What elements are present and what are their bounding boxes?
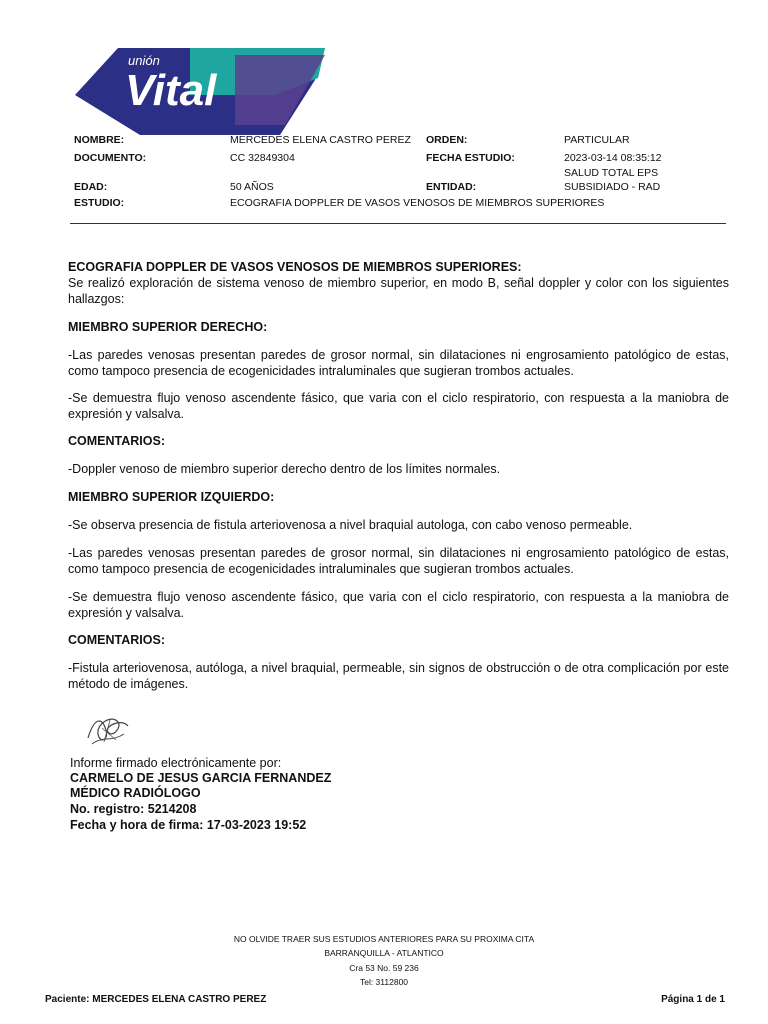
left-arm-paragraph-3: -Se demuestra flujo venoso ascendente fásico, que varia con el ciclo respiratorio, con respuesta a la maniobra de expresión y valsalva. xyxy=(68,590,729,620)
left-arm-heading: MIEMBRO SUPERIOR IZQUIERDO: xyxy=(68,490,275,504)
footer-address: Cra 53 No. 59 236 xyxy=(349,963,419,973)
edad-label: EDAD: xyxy=(74,181,108,193)
fecha-estudio-label: FECHA ESTUDIO: xyxy=(426,152,515,164)
nombre-value: MERCEDES ELENA CASTRO PEREZ xyxy=(230,134,411,146)
doctor-name: CARMELO DE JESUS GARCIA FERNANDEZ xyxy=(70,771,332,785)
comments-2-text: -Fistula arteriovenosa, autóloga, a nivel braquial, permeable, sin signos de obstrucción o de otra complicación por este método de imágenes. xyxy=(68,661,729,691)
svg-text:Vital: Vital xyxy=(125,66,217,115)
page-number: Página 1 de 1 xyxy=(661,994,725,1005)
report-title: ECOGRAFIA DOPPLER DE VASOS VENOSOS DE MIEMBROS SUPERIORES: xyxy=(68,260,522,274)
documento-value: CC 32849304 xyxy=(230,152,295,164)
comments-2-heading: COMENTARIOS: xyxy=(68,633,165,647)
left-arm-paragraph-1: -Se observa presencia de fistula arteriovenosa a nivel braquial autologa, con cabo venoso permeable. xyxy=(68,518,633,532)
footer-phone: Tel: 3112800 xyxy=(359,977,409,987)
signature-datetime: Fecha y hora de firma: 17-03-2023 19:52 xyxy=(70,818,307,832)
footer-patient: Paciente: MERCEDES ELENA CASTRO PEREZ xyxy=(45,994,267,1005)
right-arm-paragraph-1: -Las paredes venosas presentan paredes de grosor normal, sin dilataciones ni engrosamiento patológico de estas, como tampoco presencia de ecogenicidades intraluminales que sugieran trombos actuales. xyxy=(68,348,729,378)
handwritten-signature xyxy=(82,708,134,752)
right-arm-heading: MIEMBRO SUPERIOR DERECHO: xyxy=(68,320,268,334)
nombre-label: NOMBRE: xyxy=(74,134,125,146)
entidad-value-line2: SUBSIDIADO - RAD xyxy=(564,181,661,193)
comments-1-text: -Doppler venoso de miembro superior derecho dentro de los límites normales. xyxy=(68,462,501,476)
right-arm-paragraph-2: -Se demuestra flujo venoso ascendente fásico, que varia con el ciclo respiratorio, con respuesta a la maniobra de expresión y valsalva. xyxy=(68,391,729,421)
documento-label: DOCUMENTO: xyxy=(74,152,147,164)
entidad-label: ENTIDAD: xyxy=(426,181,477,193)
svg-text:unión: unión xyxy=(128,53,160,68)
registration-number: No. registro: 5214208 xyxy=(70,802,197,816)
left-arm-paragraph-2: -Las paredes venosas presentan paredes de grosor normal, sin dilataciones ni engrosamiento patológico de estas, como tampoco presencia de ecogenicidades intraluminales que sugieran trombos actuales. xyxy=(68,546,729,576)
orden-value: PARTICULAR xyxy=(564,134,630,146)
comments-1-heading: COMENTARIOS: xyxy=(68,434,165,448)
estudio-value: ECOGRAFIA DOPPLER DE VASOS VENOSOS DE MIEMBROS SUPERIORES xyxy=(230,197,605,209)
edad-value: 50 AÑOS xyxy=(230,181,274,193)
footer-city: BARRANQUILLA - ATLANTICO xyxy=(324,948,444,958)
estudio-label: ESTUDIO: xyxy=(74,197,125,209)
doctor-role: MÉDICO RADIÓLOGO xyxy=(70,786,201,800)
fecha-estudio-value: 2023-03-14 08:35:12 xyxy=(564,152,662,164)
entidad-value-line1: SALUD TOTAL EPS xyxy=(564,167,659,179)
footer-reminder: NO OLVIDE TRAER SUS ESTUDIOS ANTERIORES PARA SU PROXIMA CITA xyxy=(233,934,535,944)
orden-label: ORDEN: xyxy=(426,134,468,146)
union-vital-logo xyxy=(70,40,330,140)
signed-by-label: Informe firmado electrónicamente por: xyxy=(70,756,282,770)
header-divider xyxy=(70,223,726,224)
report-intro: Se realizó exploración de sistema venoso de miembro superior, en modo B, señal doppler y color con los siguientes hallazgos: xyxy=(68,276,729,306)
